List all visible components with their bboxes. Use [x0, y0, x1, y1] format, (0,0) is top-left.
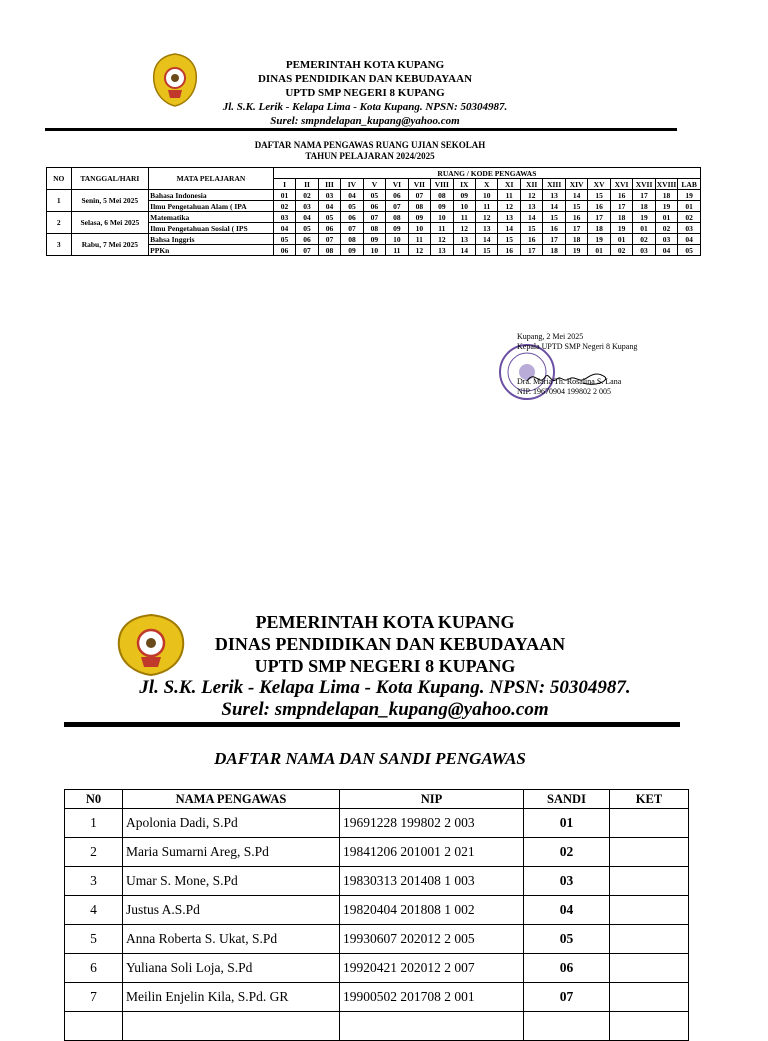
table-row-partial [65, 1012, 689, 1041]
row-no: 6 [65, 954, 123, 983]
row-nip: 19920421 202012 2 007 [340, 954, 524, 983]
row-ket [610, 838, 689, 867]
row-no: 7 [65, 983, 123, 1012]
room-code: 02 [655, 223, 677, 234]
room-code: 03 [678, 223, 701, 234]
room-code: 08 [341, 234, 363, 245]
room-header-3: IV [341, 179, 363, 190]
room-code: 13 [520, 201, 542, 212]
room-code: 18 [633, 201, 655, 212]
supervisor-col-4: KET [610, 790, 689, 809]
row-name: Meilin Enjelin Kila, S.Pd. GR [123, 983, 340, 1012]
room-code: 04 [296, 212, 318, 223]
room-code: 13 [476, 223, 498, 234]
room-code: 17 [565, 223, 587, 234]
room-code: 15 [476, 245, 498, 256]
letterhead-large-line2: DINAS PENDIDIKAN DAN KEBUDAYAAN [214, 634, 566, 654]
row-name: Maria Sumarni Areg, S.Pd [123, 838, 340, 867]
room-code: 09 [341, 245, 363, 256]
room-header-11: XII [520, 179, 542, 190]
room-code: 18 [655, 190, 677, 201]
letterhead-address: Jl. S.K. Lerik - Kelapa Lima - Kota Kupang. NPSN: 50304987. [222, 101, 508, 113]
room-header-15: XVI [610, 179, 632, 190]
room-code: 09 [408, 212, 430, 223]
room-code: 04 [273, 223, 295, 234]
row-nip: 19820404 201808 1 002 [340, 896, 524, 925]
supervisor-col-0: N0 [65, 790, 123, 809]
room-code: 12 [520, 190, 542, 201]
room-code: 01 [273, 190, 295, 201]
room-code: 08 [386, 212, 408, 223]
room-code: 06 [273, 245, 295, 256]
room-code: 09 [386, 223, 408, 234]
day-no: 2 [47, 212, 72, 234]
header-divider [45, 128, 677, 131]
subject-name: Matematika [149, 212, 274, 223]
letterhead-large-email: Surel: smpndelapan_kupang@yahoo.com [221, 699, 549, 720]
table-row [47, 190, 701, 201]
room-code: 06 [363, 201, 385, 212]
sign-position: Kepala UPTD SMP Negeri 8 Kupang [517, 342, 638, 351]
room-code: 07 [296, 245, 318, 256]
room-table-title [45, 140, 695, 162]
table-row [65, 809, 689, 838]
room-code: 18 [588, 223, 610, 234]
room-code: 03 [296, 201, 318, 212]
room-header-17: XVIII [656, 179, 677, 189]
row-ket [610, 867, 689, 896]
room-code: 11 [498, 190, 520, 201]
room-code: 08 [363, 223, 385, 234]
room-code: 12 [408, 245, 430, 256]
room-code: 14 [520, 212, 542, 223]
row-name: Anna Roberta S. Ukat, S.Pd [123, 925, 340, 954]
room-header-5: VI [386, 179, 408, 190]
table-row [47, 234, 701, 245]
row-no: 4 [65, 896, 123, 925]
room-code: 05 [296, 223, 318, 234]
room-code: 05 [678, 245, 701, 256]
room-code: 09 [453, 190, 475, 201]
room-code: 06 [341, 212, 363, 223]
row-code: 01 [524, 809, 610, 838]
room-code: 18 [610, 212, 632, 223]
row-empty [340, 1012, 524, 1041]
room-header-4: V [363, 179, 385, 190]
row-no: 1 [65, 809, 123, 838]
room-code: 11 [453, 212, 475, 223]
letterhead [150, 58, 580, 128]
room-code: 18 [543, 245, 565, 256]
room-code: 03 [318, 190, 340, 201]
row-ket [610, 925, 689, 954]
day-date: Rabu, 7 Mei 2025 [71, 234, 149, 256]
room-code: 17 [520, 245, 542, 256]
subject-name: Bahsa Inggris [149, 234, 274, 245]
room-code: 05 [363, 190, 385, 201]
room-code: 14 [498, 223, 520, 234]
room-code: 05 [318, 212, 340, 223]
col-no: NO [47, 168, 72, 190]
room-code: 11 [386, 245, 408, 256]
room-code: 16 [498, 245, 520, 256]
signature-block [517, 332, 637, 397]
room-header-2: III [318, 179, 340, 190]
row-ket [610, 983, 689, 1012]
room-code: 12 [498, 201, 520, 212]
room-code: 13 [498, 212, 520, 223]
room-code: 06 [386, 190, 408, 201]
row-empty [123, 1012, 340, 1041]
room-code: 06 [296, 234, 318, 245]
room-header-0: I [273, 179, 295, 190]
row-nip: 19930607 202012 2 005 [340, 925, 524, 954]
table-row [65, 896, 689, 925]
supervisor-col-2: NIP [340, 790, 524, 809]
room-code: 04 [655, 245, 677, 256]
room-code: 12 [453, 223, 475, 234]
room-code: 16 [610, 190, 632, 201]
supervisor-table [64, 789, 689, 1041]
sign-place-date: Kupang, 2 Mei 2025 [517, 332, 584, 341]
room-code: 15 [588, 190, 610, 201]
header-divider-large [64, 722, 680, 727]
subject-name: Ilmu Pengetahuan Alam ( IPA [149, 201, 274, 212]
room-code: 18 [565, 234, 587, 245]
room-code: 05 [341, 201, 363, 212]
room-code: 01 [678, 201, 701, 212]
room-header-14: XV [588, 179, 610, 190]
room-code: 11 [476, 201, 498, 212]
row-code: 04 [524, 896, 610, 925]
table-row [47, 212, 701, 223]
supervisor-col-3: SANDI [524, 790, 610, 809]
room-code: 19 [678, 190, 701, 201]
letterhead-email: Surel: smpndelapan_kupang@yahoo.com [270, 115, 460, 127]
room-code: 01 [588, 245, 610, 256]
row-code: 05 [524, 925, 610, 954]
col-subject: MATA PELAJARAN [149, 168, 274, 190]
room-code: 10 [386, 234, 408, 245]
room-code: 15 [565, 201, 587, 212]
letterhead-large [60, 611, 710, 721]
room-header-6: VII [408, 179, 430, 190]
table-row [65, 954, 689, 983]
room-code: 14 [565, 190, 587, 201]
letterhead-line1: PEMERINTAH KOTA KUPANG [285, 59, 445, 71]
room-code: 04 [678, 234, 701, 245]
room-code: 10 [363, 245, 385, 256]
room-header-8: IX [453, 179, 475, 190]
room-code: 17 [543, 234, 565, 245]
room-code: 17 [588, 212, 610, 223]
room-code: 02 [296, 190, 318, 201]
room-code: 01 [633, 223, 655, 234]
letterhead-large-address: Jl. S.K. Lerik - Kelapa Lima - Kota Kupang. NPSN: 50304987. [139, 677, 631, 698]
room-code: 02 [633, 234, 655, 245]
supervisor-col-1: NAMA PENGAWAS [123, 790, 340, 809]
room-code: 05 [273, 234, 295, 245]
room-code: 08 [431, 190, 453, 201]
day-date: Selasa, 6 Mei 2025 [71, 212, 149, 234]
subject-name: PPKn [149, 245, 274, 256]
room-code: 07 [408, 190, 430, 201]
row-name: Justus A.S.Pd [123, 896, 340, 925]
letterhead-line3: UPTD SMP NEGERI 8 KUPANG [285, 87, 445, 99]
room-code: 03 [273, 212, 295, 223]
row-name: Yuliana Soli Loja, S.Pd [123, 954, 340, 983]
row-no: 5 [65, 925, 123, 954]
table-row [65, 867, 689, 896]
room-code: 01 [610, 234, 632, 245]
room-table-title-line1: DAFTAR NAMA PENGAWAS RUANG UJIAN SEKOLAH [254, 140, 486, 150]
room-code: 19 [633, 212, 655, 223]
room-header-16: XVII [633, 179, 655, 190]
room-code: 13 [431, 245, 453, 256]
room-code: 10 [408, 223, 430, 234]
row-ket [610, 809, 689, 838]
row-code: 03 [524, 867, 610, 896]
subject-name: Bahasa Indonesia [149, 190, 274, 201]
row-empty [524, 1012, 610, 1041]
room-table-title-line2: TAHUN PELAJARAN 2024/2025 [305, 151, 435, 161]
row-name: Apolonia Dadi, S.Pd [123, 809, 340, 838]
room-code: 10 [476, 190, 498, 201]
letterhead-large-line1: PEMERINTAH KOTA KUPANG [255, 612, 515, 632]
supervisor-table-title: DAFTAR NAMA DAN SANDI PENGAWAS [214, 749, 526, 768]
room-code: 12 [476, 212, 498, 223]
room-code: 11 [431, 223, 453, 234]
room-code: 14 [476, 234, 498, 245]
day-no: 1 [47, 190, 72, 212]
supervisor-table-body [65, 809, 689, 1041]
table-row [65, 983, 689, 1012]
room-code: 10 [453, 201, 475, 212]
room-header-10: XI [498, 179, 520, 190]
room-header-1: II [296, 179, 318, 190]
row-code: 02 [524, 838, 610, 867]
room-code: 08 [318, 245, 340, 256]
row-empty [65, 1012, 123, 1041]
room-code: 12 [431, 234, 453, 245]
room-code: 14 [453, 245, 475, 256]
room-code: 02 [678, 212, 701, 223]
supervisor-header-row [65, 790, 689, 809]
row-no: 3 [65, 867, 123, 896]
room-header-12: XIII [543, 179, 565, 190]
room-header-9: X [476, 179, 498, 190]
subject-name: Ilmu Pengetahuan Sosial ( IPS [149, 223, 274, 234]
room-table-body [47, 190, 701, 256]
letterhead-large-line3: UPTD SMP NEGERI 8 KUPANG [254, 656, 516, 676]
room-code: 04 [341, 190, 363, 201]
row-nip: 19900502 201708 2 001 [340, 983, 524, 1012]
row-nip: 19841206 201001 2 021 [340, 838, 524, 867]
room-code: 15 [543, 212, 565, 223]
row-name: Umar S. Mone, S.Pd [123, 867, 340, 896]
room-code: 04 [318, 201, 340, 212]
letterhead-line2: DINAS PENDIDIKAN DAN KEBUDAYAAN [257, 73, 473, 85]
room-assignment-table [46, 167, 701, 256]
room-code: 13 [453, 234, 475, 245]
room-code: 06 [318, 223, 340, 234]
room-code: 08 [408, 201, 430, 212]
room-code: 16 [588, 201, 610, 212]
room-code: 07 [363, 212, 385, 223]
room-code: 11 [408, 234, 430, 245]
sign-nip: NIP. 19670904 199802 2 005 [517, 387, 612, 396]
room-code: 07 [318, 234, 340, 245]
room-code: 19 [588, 234, 610, 245]
room-header-7: VIII [431, 179, 453, 190]
day-date: Senin, 5 Mei 2025 [71, 190, 149, 212]
room-code: 16 [520, 234, 542, 245]
row-code: 06 [524, 954, 610, 983]
room-header-13: XIV [565, 179, 587, 190]
room-code: 03 [655, 234, 677, 245]
table-row [65, 925, 689, 954]
row-nip: 19691228 199802 2 003 [340, 809, 524, 838]
room-code: 15 [498, 234, 520, 245]
table-row [65, 838, 689, 867]
room-code: 09 [363, 234, 385, 245]
row-ket [610, 896, 689, 925]
room-code: 13 [543, 190, 565, 201]
col-date: TANGGAL/HARI [71, 168, 149, 190]
row-nip: 19830313 201408 1 003 [340, 867, 524, 896]
room-code: 16 [543, 223, 565, 234]
room-code: 10 [431, 212, 453, 223]
room-code: 17 [610, 201, 632, 212]
row-no: 2 [65, 838, 123, 867]
col-rooms: RUANG / KODE PENGAWAS [273, 168, 700, 179]
room-code: 07 [341, 223, 363, 234]
room-code: 02 [273, 201, 295, 212]
room-code: 01 [655, 212, 677, 223]
room-code: 19 [655, 201, 677, 212]
room-code: 07 [386, 201, 408, 212]
sign-name: Dra. Maria Th. Rosalina S. Lana [517, 377, 622, 386]
day-no: 3 [47, 234, 72, 256]
room-header-18: LAB [678, 179, 701, 190]
room-code: 03 [633, 245, 655, 256]
room-code: 19 [565, 245, 587, 256]
room-code: 16 [565, 212, 587, 223]
room-code: 09 [431, 201, 453, 212]
row-ket [610, 954, 689, 983]
room-code: 19 [610, 223, 632, 234]
room-code: 02 [610, 245, 632, 256]
room-code: 14 [543, 201, 565, 212]
room-code: 15 [520, 223, 542, 234]
room-code: 17 [633, 190, 655, 201]
row-code: 07 [524, 983, 610, 1012]
row-empty [610, 1012, 689, 1041]
